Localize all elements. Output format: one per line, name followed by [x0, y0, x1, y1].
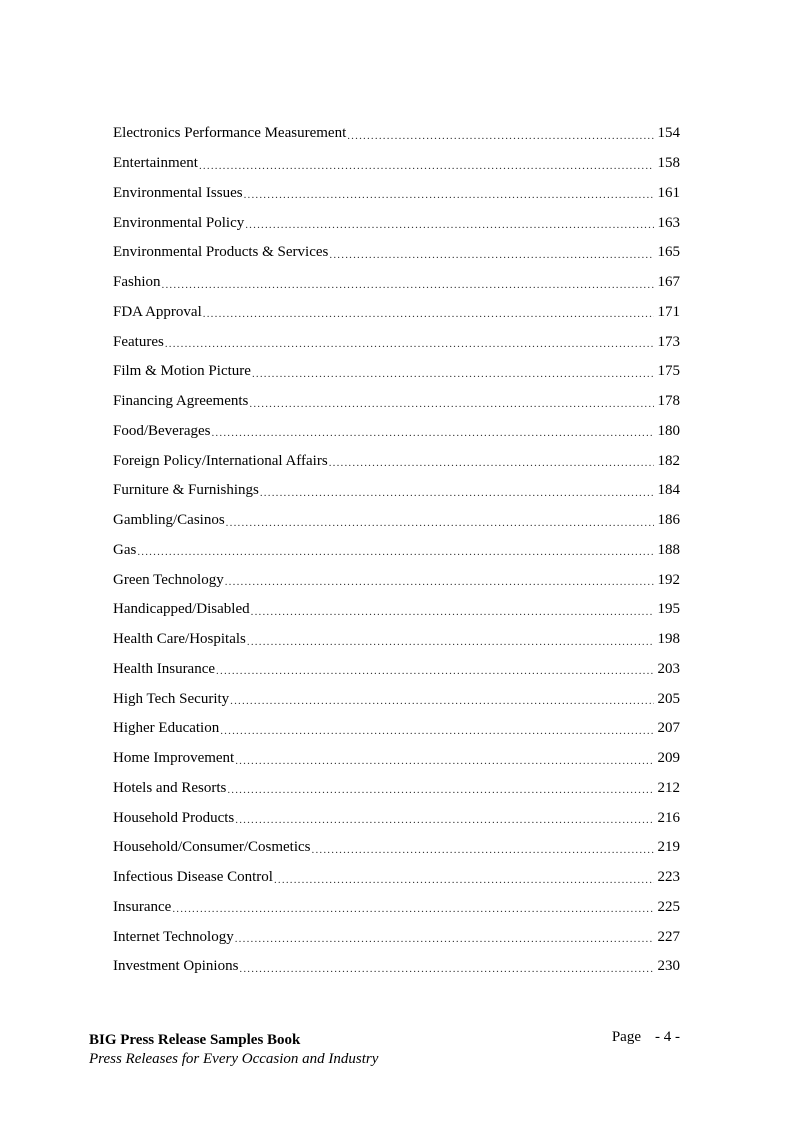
- toc-entry-title: Insurance: [113, 898, 172, 915]
- toc-entry-title: Health Care/Hospitals: [113, 631, 246, 648]
- toc-entry-title: Environmental Products & Services: [113, 244, 329, 261]
- toc-dot-leader: [137, 547, 654, 559]
- toc-entry-page-number: 188: [657, 541, 680, 558]
- toc-dot-leader: [225, 577, 654, 589]
- toc-dot-leader: [235, 756, 654, 768]
- toc-dot-leader: [203, 309, 654, 321]
- footer-page-label: Page: [611, 1029, 641, 1045]
- toc-entry-page-number: 171: [657, 303, 680, 320]
- toc-dot-leader: [239, 964, 654, 976]
- toc-dot-leader: [165, 339, 654, 351]
- toc-entry-title: Fashion: [113, 274, 161, 291]
- toc-dot-leader: [199, 161, 654, 173]
- toc-entry-page-number: 161: [657, 184, 680, 201]
- toc-entry[interactable]: [113, 595, 680, 625]
- toc-entry-page-number: 165: [657, 244, 680, 261]
- toc-dot-leader: [252, 369, 654, 381]
- toc-entry[interactable]: [113, 298, 680, 328]
- toc-entry[interactable]: [113, 952, 680, 982]
- toc-entry-page-number: 154: [657, 125, 680, 142]
- toc-entry-title: Film & Motion Picture: [113, 363, 251, 380]
- toc-entry-page-number: 225: [657, 898, 680, 915]
- toc-entry-page-number: 195: [657, 601, 680, 618]
- toc-entry-page-number: 230: [657, 958, 680, 975]
- toc-dot-leader: [245, 220, 654, 232]
- toc-dot-leader: [172, 904, 654, 916]
- toc-dot-leader: [220, 726, 654, 738]
- toc-entry[interactable]: [113, 476, 680, 506]
- toc-entry-page-number: 184: [657, 482, 680, 499]
- toc-dot-leader: [249, 399, 654, 411]
- toc-entry-title: Household/Consumer/Cosmetics: [113, 839, 311, 856]
- toc-entry-page-number: 212: [657, 779, 680, 796]
- toc-entry-title: Handicapped/Disabled: [113, 601, 250, 618]
- toc-dot-leader: [230, 696, 654, 708]
- toc-entry[interactable]: [113, 179, 680, 209]
- toc-entry-page-number: 178: [657, 393, 680, 410]
- toc-entry[interactable]: [113, 565, 680, 595]
- toc-entry-page-number: 158: [657, 155, 680, 172]
- table-of-contents: [113, 119, 680, 982]
- toc-entry-page-number: 209: [657, 750, 680, 767]
- toc-entry[interactable]: [113, 506, 680, 536]
- toc-entry[interactable]: [113, 803, 680, 833]
- toc-entry[interactable]: [113, 327, 680, 357]
- toc-entry[interactable]: [113, 119, 680, 149]
- toc-entry-title: Internet Technology: [113, 928, 234, 945]
- toc-entry[interactable]: [113, 446, 680, 476]
- toc-entry-page-number: 173: [657, 333, 680, 350]
- footer-book-title: BIG Press Release Samples Book: [89, 1032, 301, 1048]
- toc-entry[interactable]: [113, 417, 680, 447]
- toc-entry[interactable]: [113, 684, 680, 714]
- toc-entry-page-number: 198: [657, 631, 680, 648]
- toc-entry-page-number: 167: [657, 274, 680, 291]
- toc-entry-title: Foreign Policy/International Affairs: [113, 452, 328, 469]
- toc-entry[interactable]: [113, 536, 680, 566]
- toc-entry-title: Environmental Policy: [113, 214, 245, 231]
- toc-entry[interactable]: [113, 655, 680, 685]
- toc-dot-leader: [347, 131, 654, 143]
- toc-entry[interactable]: [113, 238, 680, 268]
- toc-entry-page-number: 180: [657, 422, 680, 439]
- toc-entry-title: Financing Agreements: [113, 393, 249, 410]
- toc-entry[interactable]: [113, 863, 680, 893]
- toc-entry-title: Electronics Performance Measurement: [113, 125, 347, 142]
- toc-entry-title: Environmental Issues: [113, 184, 243, 201]
- toc-entry-page-number: 205: [657, 690, 680, 707]
- toc-entry[interactable]: [113, 357, 680, 387]
- toc-entry-title: Entertainment: [113, 155, 198, 172]
- toc-entry-title: Gambling/Casinos: [113, 512, 225, 529]
- toc-entry[interactable]: [113, 714, 680, 744]
- toc-entry-title: Household Products: [113, 809, 235, 826]
- toc-entry-title: Gas: [113, 541, 137, 558]
- toc-dot-leader: [235, 934, 654, 946]
- toc-entry-title: FDA Approval: [113, 303, 202, 320]
- toc-dot-leader: [235, 815, 654, 827]
- toc-entry-title: Health Insurance: [113, 660, 216, 677]
- toc-dot-leader: [247, 637, 654, 649]
- toc-entry-title: Infectious Disease Control: [113, 869, 273, 886]
- toc-dot-leader: [260, 488, 654, 500]
- footer-page-indicator: [612, 1029, 680, 1046]
- toc-dot-leader: [312, 845, 655, 857]
- toc-dot-leader: [211, 428, 654, 440]
- toc-entry-title: Higher Education: [113, 720, 220, 737]
- toc-entry-page-number: 182: [657, 452, 680, 469]
- toc-entry[interactable]: [113, 922, 680, 952]
- toc-entry-title: Food/Beverages: [113, 422, 211, 439]
- toc-dot-leader: [244, 190, 654, 202]
- toc-entry[interactable]: [113, 149, 680, 179]
- toc-dot-leader: [274, 875, 654, 887]
- toc-entry-title: Furniture & Furnishings: [113, 482, 259, 499]
- toc-entry-page-number: 219: [657, 839, 680, 856]
- toc-dot-leader: [227, 785, 654, 797]
- toc-entry-title: Home Improvement: [113, 750, 235, 767]
- toc-dot-leader: [162, 280, 654, 292]
- toc-entry[interactable]: [113, 208, 680, 238]
- toc-entry-title: High Tech Security: [113, 690, 230, 707]
- toc-entry-page-number: 186: [657, 512, 680, 529]
- toc-entry-title: Hotels and Resorts: [113, 779, 227, 796]
- footer-page-number: - 4 -: [655, 1029, 680, 1045]
- toc-dot-leader: [226, 518, 654, 530]
- toc-entry-page-number: 216: [657, 809, 680, 826]
- toc-entry-page-number: 192: [657, 571, 680, 588]
- toc-entry-title: Green Technology: [113, 571, 224, 588]
- toc-dot-leader: [329, 458, 654, 470]
- toc-entry-page-number: 163: [657, 214, 680, 231]
- toc-dot-leader: [216, 666, 654, 678]
- toc-entry-page-number: 207: [657, 720, 680, 737]
- toc-entry-page-number: 223: [657, 869, 680, 886]
- toc-entry[interactable]: [113, 833, 680, 863]
- footer-subtitle: Press Releases for Every Occasion and Industry: [89, 1051, 379, 1067]
- toc-entry-page-number: 203: [657, 660, 680, 677]
- toc-entry-title: Features: [113, 333, 164, 350]
- toc-entry[interactable]: [113, 268, 680, 298]
- toc-dot-leader: [251, 607, 654, 619]
- toc-dot-leader: [329, 250, 654, 262]
- toc-entry-title: Investment Opinions: [113, 958, 239, 975]
- toc-entry-page-number: 227: [657, 928, 680, 945]
- toc-entry[interactable]: [113, 625, 680, 655]
- toc-entry[interactable]: [113, 774, 680, 804]
- toc-entry[interactable]: [113, 744, 680, 774]
- toc-entry[interactable]: [113, 387, 680, 417]
- toc-entry-page-number: 175: [657, 363, 680, 380]
- toc-entry[interactable]: [113, 893, 680, 923]
